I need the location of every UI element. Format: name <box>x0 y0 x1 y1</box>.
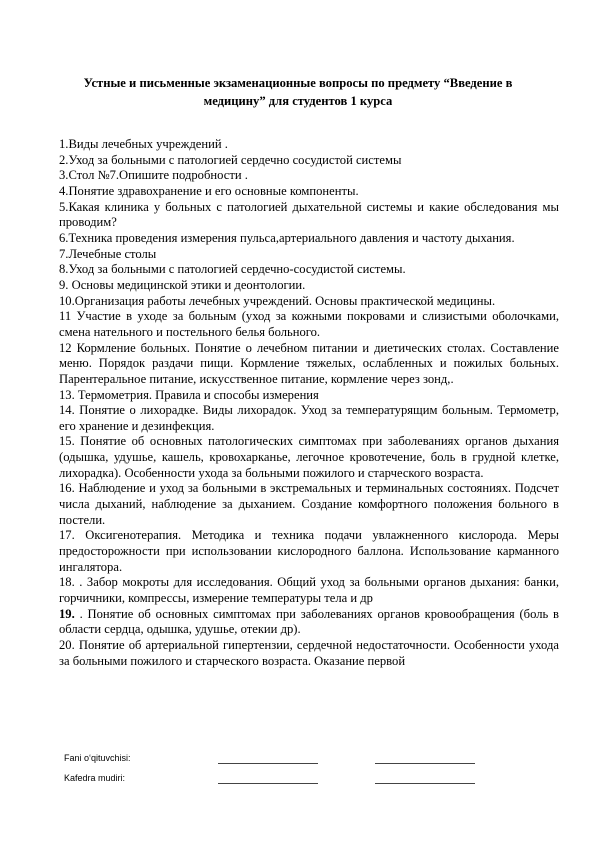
question-item <box>59 153 559 169</box>
question-text: 5.Какая клиника у больных с патологией дыхательной системы и какие обследования мы проводим? <box>59 199 559 230</box>
head-label: Kafedra mudiri: <box>64 773 126 783</box>
question-item <box>59 294 559 310</box>
question-text: 7.Лечебные столы <box>59 246 157 261</box>
title-line-1: Устные и письменные экзаменационные вопросы по предмету “Введение в <box>83 76 513 90</box>
question-item <box>59 278 559 294</box>
question-item <box>59 528 559 575</box>
question-item <box>59 200 559 231</box>
question-text: 2.Уход за больными с патологией сердечно сосудистой системы <box>59 152 402 167</box>
question-item <box>59 309 559 340</box>
question-text: 14. Понятие о лихорадке. Виды лихорадок. Уход за температурящим больным. Термометр, его хранение и дезинфекция. <box>59 403 559 433</box>
teacher-signature-row <box>64 753 534 767</box>
title-line-2: медицину” для студентов 1 курса <box>203 94 393 108</box>
question-text: 15. Понятие об основных патологических симптомах при заболеваниях органов дыхания (одышка, удушье, кашель, кровохарканье, легочное кровотечение, боль в грудной клетке, лихорадка). Особенности ухода за больными пожилого и старческого возраста. <box>59 434 559 480</box>
question-item <box>59 231 559 247</box>
question-text: 6.Техника проведения измерения пульса,артериального давления и частоту дыхания. <box>59 230 515 245</box>
question-text: 11 Участие в уходе за больным (уход за кожными покровами и слизистыми оболочками, смена нательного и постельного белья больного. <box>59 309 559 339</box>
question-item <box>59 168 559 184</box>
question-text: 12 Кормление больных. Понятие о лечебном питании и диетических столах. Составление меню. Порядок раздачи пищи. Кормление тяжелых, ослабленных и пожилых больных. Парентеральное питание, искусственное питание, кормление через зонд,. <box>59 340 559 386</box>
question-text: 9. Основы медицинской этики и деонтологии. <box>59 277 306 292</box>
head-signature-line <box>218 783 318 784</box>
question-text: 18. . Забор мокроты для исследования. Общий уход за больными органов дыхания: банки, горчичники, компрессы, измерение температуры тела и др <box>59 575 559 606</box>
question-text: 16. Наблюдение и уход за больными в экстремальных и терминальных состояниях. Подсчет числа дыханий, наблюдение за дыханием. Создание комфортного положения больного в постели. <box>59 481 559 527</box>
teacher-label: Fani o‘qituvchisi: <box>64 753 131 763</box>
question-text: 4.Понятие здравохранение и его основные компоненты. <box>59 183 359 198</box>
question-text: 3.Стол №7.Опишите подробности . <box>59 168 248 183</box>
question-text: 8.Уход за больными с патологией сердечно-сосудистой системы. <box>59 262 406 277</box>
question-item <box>59 388 559 404</box>
question-item <box>59 434 559 481</box>
question-text: 13. Термометрия. Правила и способы измерения <box>59 387 319 402</box>
question-text: 17. Оксигенотерапия. Методика и техника подачи увлажненного кислорода. Меры предосторожности при использовании кислородного баллона. Использование карманного ингалятора. <box>59 528 559 574</box>
question-item <box>59 403 559 434</box>
question-item <box>59 137 559 153</box>
question-item <box>59 247 559 263</box>
question-number: 19. <box>59 606 75 621</box>
question-text: 1.Виды лечебных учреждений . <box>59 137 228 151</box>
question-item <box>59 184 559 200</box>
question-text: . Понятие об основных симптомах при заболеваниях органов кровообращения (боль в области сердца, одышка, удушье, отекии др). <box>59 606 559 637</box>
teacher-signature-line <box>218 763 318 764</box>
question-text: 10.Организация работы лечебных учреждений. Основы практической медицины. <box>59 293 496 308</box>
question-item <box>59 262 559 278</box>
head-name-line <box>375 783 475 784</box>
question-item <box>59 481 559 528</box>
document-title <box>60 74 536 110</box>
question-item <box>59 607 559 638</box>
question-item <box>59 638 559 669</box>
question-text: 20. Понятие об артериальной гипертензии, сердечной недостаточности. Особенности ухода за больными пожилого и старческого возраста. Оказание первой <box>59 638 559 668</box>
question-list <box>59 137 559 669</box>
question-item <box>59 341 559 388</box>
head-signature-row <box>64 773 534 787</box>
question-item <box>59 575 559 606</box>
teacher-name-line <box>375 763 475 764</box>
